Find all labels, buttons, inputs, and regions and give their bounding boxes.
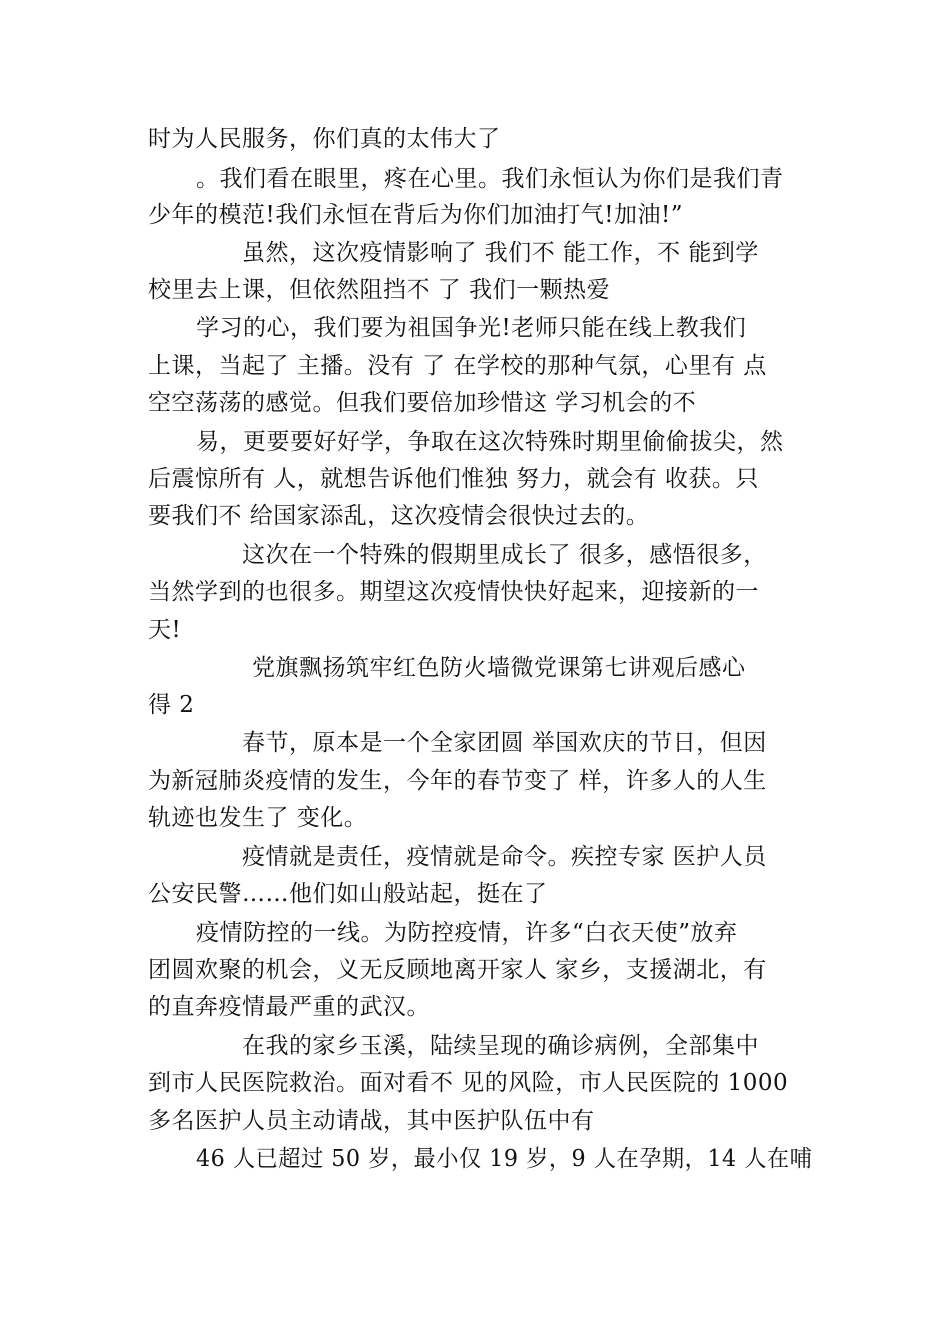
text-line: 少年的模范!我们永恒在背后为你们加油打气!加油!” — [148, 202, 683, 228]
text-line: 。我们看在眼里，疼在心里。我们永恒认为你们是我们青 — [196, 166, 784, 192]
text-line: 团圆欢聚的机会，义无反顾地离开家人 家乡，支援湖北，有 — [148, 957, 767, 983]
text-line: 空空荡荡的感觉。但我们要倍加珍惜这 学习机会的不 — [148, 390, 697, 416]
text-line: 上课，当起了 主播。没有 了 在学校的那种气氛，心里有 点 — [148, 353, 767, 379]
text-line: 要我们不 给国家添乱，这次疫情会很快过去的。 — [148, 503, 650, 529]
text-line: 当然学到的也很多。期望这次疫情快快好起来，迎接新的一 — [148, 579, 759, 605]
text-line: 公安民警……他们如山般站起，挺在了 — [148, 881, 548, 907]
text-line: 后震惊所有 人，就想告诉他们惟独 努力，就会有 收获。只 — [148, 466, 759, 492]
text-line: 这次在一个特殊的假期里成长了 很多，感悟很多， — [242, 542, 767, 568]
text-line: 多名医护人员主动请战，其中医护队伍中有 — [148, 1108, 595, 1134]
text-line: 轨迹也发生了 变化。 — [148, 805, 368, 831]
text-line: 的直奔疫情最严重的武汉。 — [148, 994, 430, 1020]
text-line: 到市人民医院救治。面对看不 见的风险，市人民医院的 1000 — [148, 1070, 789, 1096]
text-line: 时为人民服务，你们真的太伟大了 — [148, 126, 501, 152]
section-title-continued: 得 2 — [148, 692, 195, 718]
text-line: 在我的家乡玉溪，陆续呈现的确诊病例，全部集中 — [242, 1033, 759, 1059]
text-line: 校里去上课，但依然阻挡不 了 我们一颗热爱 — [148, 277, 611, 303]
text-line: 疫情就是责任，疫情就是命令。疾控专家 医护人员 — [242, 844, 767, 870]
text-line: 学习的心，我们要为祖国争光!老师只能在线上教我们 — [196, 315, 747, 341]
text-line: 虽然，这次疫情影响了 我们不 能工作，不 能到学 — [242, 240, 759, 266]
text-line: 疫情防控的一线。为防控疫情，许多“白衣天使”放弃 — [196, 920, 738, 946]
text-line: 春节，原本是一个全家团圆 举国欢庆的节日，但因 — [242, 730, 767, 756]
section-title: 党旗飘扬筑牢红色防火墙微党课第七讲观后感心 — [252, 655, 746, 681]
text-line: 46 人已超过 50 岁，最小仅 19 岁，9 人在孕期，14 人在哺 — [196, 1146, 813, 1172]
text-line: 易，更要要好好学，争取在这次特殊时期里偷偷拔尖，然 — [196, 429, 784, 455]
text-line: 天! — [148, 617, 182, 643]
text-line: 为新冠肺炎疫情的发生，今年的春节变了 样，许多人的人生 — [148, 768, 767, 794]
